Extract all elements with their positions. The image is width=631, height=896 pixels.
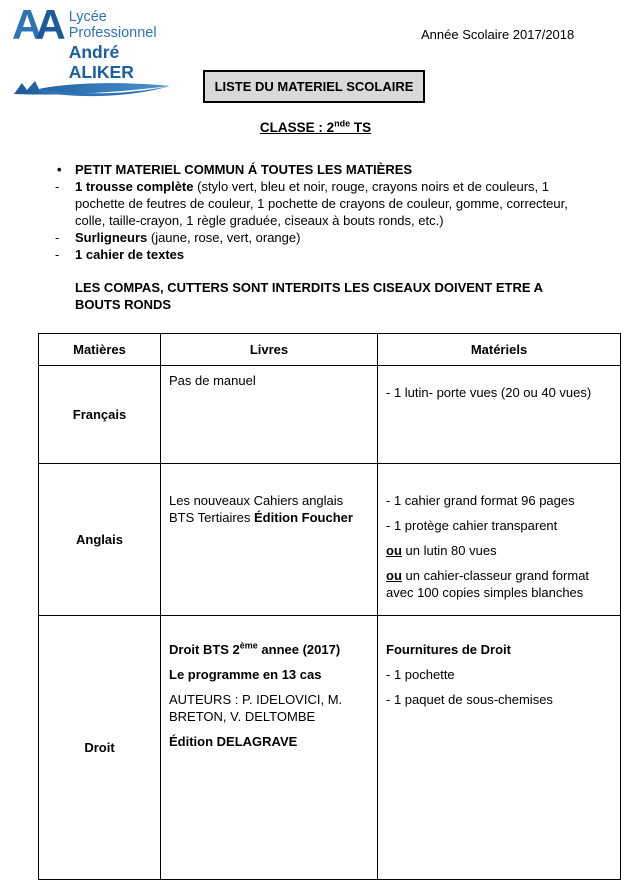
school-year-label: Année Scolaire 2017/2018: [421, 27, 575, 42]
table-row-francais: [39, 366, 621, 464]
materiels-cell-francais: - 1 lutin- porte vues (20 ou 40 vues): [378, 366, 621, 464]
logo-school-name: André ALIKER: [68, 41, 134, 82]
common-material-section: [38, 161, 590, 313]
materiel-line: - 1 cahier grand format 96 pages: [386, 493, 575, 508]
materiel-line: - 1 protège cahier transparent: [386, 518, 558, 533]
livres-cell-francais: Pas de manuel: [161, 366, 378, 464]
livres-cell-droit: [161, 616, 378, 880]
table-header-row: [39, 334, 621, 366]
subject-cell-anglais: Anglais: [39, 464, 161, 616]
dash-icon: -: [55, 247, 60, 262]
materiels-cell-anglais: [378, 464, 621, 616]
logo-monogram: [12, 1, 59, 48]
book-edition: Édition DELAGRAVE: [169, 734, 298, 749]
logo-swoosh-icon: [12, 79, 182, 102]
logo-letter-a2: A: [35, 1, 59, 48]
materiel-line: ou un lutin 80 vues: [386, 543, 497, 558]
column-header-materiels: Matériels: [378, 334, 621, 366]
warning-text: LES COMPAS, CUTTERS SONT INTERDITS LES CISEAUX DOIVENT ETRE A BOUTS RONDS: [75, 280, 543, 312]
list-item-surligneurs: - Surligneurs (jaune, rose, vert, orange): [55, 230, 301, 245]
column-header-livres: Livres: [161, 334, 378, 366]
table-row-anglais: [39, 464, 621, 616]
list-item-cahier-textes: - 1 cahier de textes: [55, 247, 185, 262]
materiel-line: - 1 paquet de sous-chemises: [386, 692, 553, 707]
materiel-line: - 1 pochette: [386, 667, 455, 682]
materiels-cell-droit: [378, 616, 621, 880]
common-material-heading: • PETIT MATERIEL COMMUN Á TOUTES LES MATIÈRES: [57, 162, 413, 177]
materiels-heading: Fournitures de Droit: [386, 642, 511, 657]
table-row-droit: [39, 616, 621, 880]
supplies-table: [38, 333, 621, 880]
material-list-title: LISTE DU MATERIEL SCOLAIRE: [214, 79, 414, 94]
livres-cell-anglais: Les nouveaux Cahiers anglais BTS Tertiaires Édition Foucher: [161, 464, 378, 616]
column-header-matieres: Matières: [39, 334, 161, 366]
book-subtitle: Le programme en 13 cas: [169, 667, 322, 682]
logo-letter-a1: A: [12, 1, 36, 48]
subject-cell-droit: Droit: [39, 616, 161, 880]
book-title: Droit BTS 2ème annee (2017): [169, 640, 341, 657]
class-heading: CLASSE : 2nde TS: [259, 118, 372, 135]
dash-icon: -: [55, 179, 60, 194]
subject-cell-francais: Français: [39, 366, 161, 464]
list-item-trousse: - 1 trousse complète (stylo vert, bleu et noir, rouge, crayons noirs et de couleurs, 1 pochette de feutres de couleur, 1 pochette de crayons de couleur, gomme, correcteur, colle, taille-crayon, 1 règle graduée, ciseaux à bouts ronds, etc.): [55, 179, 568, 228]
school-logo: [12, 1, 182, 102]
bullet-icon: •: [57, 162, 62, 177]
book-authors: AUTEURS : P. IDELOVICI, M. BRETON, V. DELTOMBE: [169, 692, 343, 724]
logo-school-type: Lycée Professionnel: [68, 9, 157, 41]
materiel-line: ou un cahier-classeur grand format avec 100 copies simples blanches: [386, 568, 590, 600]
material-list-title-box: [203, 70, 425, 103]
dash-icon: -: [55, 230, 60, 245]
